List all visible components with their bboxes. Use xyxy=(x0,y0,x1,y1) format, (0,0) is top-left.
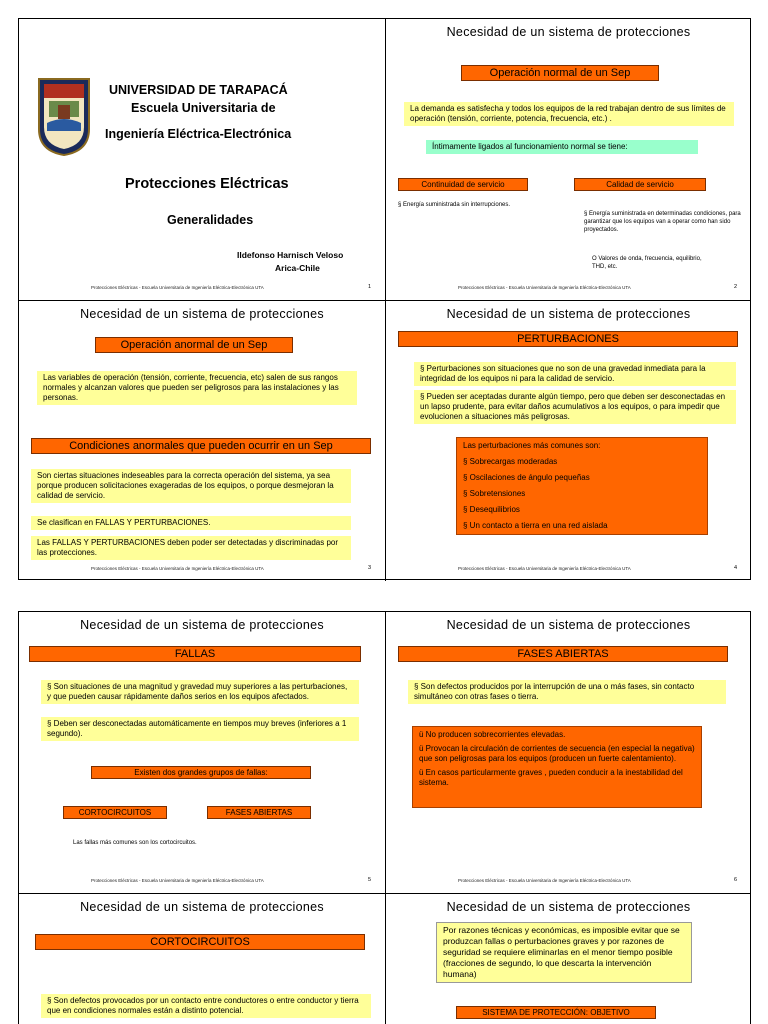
reasons-text: Por razones técnicas y económicas, es imposible evitar que se produzcan fallas o perturbaciones graves y por razones de seguridad se requiere eliminarlas en el menor tiempo posible (fracciones de segundo, lo que descarta la intervención humana) xyxy=(436,922,692,983)
list-item: § Sobretensiones xyxy=(463,489,526,498)
list-item: § Oscilaciones de ángulo pequeñas xyxy=(463,473,590,482)
perturbations-text-2: § Pueden ser aceptadas durante algún tiempo, pero que deben ser desconectadas en un lapso prudente, para evitar daños acumulativos a los equipos, o para impedir que evolucionen a situaciones más peligrosas. xyxy=(414,390,736,424)
list-item: § Un contacto a tierra en una red aislada xyxy=(463,521,608,530)
open-phases-text: § Son defectos producidos por la interrupción de una o más fases, sin contacto simultáneo con otras fases o tierra. xyxy=(408,680,726,704)
open-phases-label: FASES ABIERTAS xyxy=(207,806,311,819)
slide-footer: Protecciones Eléctricas - Escuela Universitaria de Ingeniería Eléctrica-Electrónica UTA xyxy=(458,878,631,883)
perturbations-list xyxy=(456,437,708,535)
course-subtitle: Generalidades xyxy=(167,213,254,227)
slide-number: 6 xyxy=(733,877,737,883)
slide-footer: Protecciones Eléctricas - Escuela Universitaria de Ingeniería Eléctrica-Electrónica UTA xyxy=(91,566,264,571)
short-circuits-label: CORTOCIRCUITOS xyxy=(63,806,167,819)
intro-text: La demanda es satisfecha y todos los equipos de la red trabajan dentro de sus límites de operación (tensión, corriente, potencia, frecuencia, etc.) . xyxy=(404,102,734,126)
slide-7 xyxy=(19,893,385,1024)
bullet-item: ü No producen sobrecorrientes elevadas. xyxy=(419,730,566,739)
section-header: FALLAS xyxy=(29,646,361,662)
section-header: PERTURBACIONES xyxy=(398,331,738,347)
detect-text: Las FALLAS Y PERTURBACIONES deben poder ser detectadas y discriminadas por las protecciones. xyxy=(31,536,351,560)
continuity-header: Continuidad de servicio xyxy=(398,178,528,191)
handout-page-1 xyxy=(18,18,751,580)
slide-title: Necesidad de un sistema de protecciones xyxy=(446,900,691,914)
conditions-header: Condiciones anormales que pueden ocurrir en un Sep xyxy=(31,438,371,454)
slide-footer: Protecciones Eléctricas - Escuela Universitaria de Ingeniería Eléctrica-Electrónica UTA xyxy=(458,566,631,571)
slide-number: 2 xyxy=(733,284,737,290)
faults-text-1: § Son situaciones de una magnitud y gravedad muy superiores a las perturbaciones, y que pueden causar rápidamente daños serios en los equipos afectados. xyxy=(41,680,359,704)
slide-5 xyxy=(19,612,385,893)
slide-1 xyxy=(19,19,385,300)
author-name: Ildefonso Harnisch Veloso xyxy=(237,250,344,260)
list-title: Las perturbaciones más comunes son: xyxy=(463,441,601,450)
slide-number: 1 xyxy=(367,284,371,290)
section-header: FASES ABIERTAS xyxy=(398,646,728,662)
slide-title: Necesidad de un sistema de protecciones xyxy=(446,25,691,39)
slide-footer: Protecciones Eléctricas - Escuela Universitaria de Ingeniería Eléctrica-Electrónica UTA xyxy=(91,285,264,290)
handout-page-2 xyxy=(18,611,751,1024)
section-header: CORTOCIRCUITOS xyxy=(35,934,365,950)
slide-4 xyxy=(385,300,751,581)
quality-header: Calidad de servicio xyxy=(574,178,706,191)
section-header: Operación normal de un Sep xyxy=(461,65,659,81)
quality-sub: O Valores de onda, frecuencia, equilibrio, THD, etc. xyxy=(592,256,702,270)
university-name: UNIVERSIDAD DE TARAPACÁ xyxy=(109,83,288,97)
bullet-item: ü Provocan la circulación de corrientes de secuencia (en especial la negativa) que son peligrosas para los equipos (producen un fuerte calentamiento). xyxy=(419,744,695,763)
short-circuits-text: § Son defectos provocados por un contacto entre conductores o entre conductor y tierra que en condiciones normales están a distinto potencial. xyxy=(41,994,371,1018)
linked-text: Íntimamente ligados al funcionamiento normal se tiene: xyxy=(426,140,698,154)
quality-text: § Energía suministrada en determinadas condiciones, para garantizar que los equipos van a operar como han sido proyectados. xyxy=(584,211,741,233)
slide-number: 5 xyxy=(367,877,371,883)
protection-objective-header: SISTEMA DE PROTECCIÓN: OBJETIVO xyxy=(456,1006,656,1019)
slide-title: Necesidad de un sistema de protecciones xyxy=(80,900,324,914)
slide-title: Necesidad de un sistema de protecciones xyxy=(80,307,324,321)
faults-text-2: § Deben ser desconectadas automáticamente en tiempos muy breves (inferiores a 1 segundo). xyxy=(41,717,359,741)
slide-3 xyxy=(19,300,385,581)
school-line-2: Ingeniería Eléctrica-Electrónica xyxy=(105,127,292,141)
slide-title: Necesidad de un sistema de protecciones xyxy=(446,307,691,321)
school-line-1: Escuela Universitaria de xyxy=(131,101,276,115)
faults-note: Las fallas más comunes son los cortocircuitos. xyxy=(73,840,197,846)
slide-2 xyxy=(385,19,751,300)
slide-footer: Protecciones Eléctricas - Escuela Universitaria de Ingeniería Eléctrica-Electrónica UTA xyxy=(458,285,631,290)
slide-6 xyxy=(385,612,751,893)
slide-title: Necesidad de un sistema de protecciones xyxy=(80,618,324,632)
abnormal-text: Las variables de operación (tensión, corriente, frecuencia, etc) salen de sus rangos normales y alcanzan valores que pueden ser peligrosos para las instalaciones y las personas. xyxy=(37,371,357,405)
slide-number: 4 xyxy=(733,565,737,571)
author-city: Arica-Chile xyxy=(275,263,320,273)
list-item: § Sobrecargas moderadas xyxy=(463,457,558,466)
slide-8 xyxy=(385,893,751,1024)
classify-text: Se clasifican en FALLAS Y PERTURBACIONES. xyxy=(31,516,351,530)
bullet-item: ü En casos particularmente graves , pueden conducir a la inestabilidad del sistema. xyxy=(419,768,683,787)
perturbations-text-1: § Perturbaciones son situaciones que no son de una gravedad inmediata para la integridad de los equipos ni para la calidad de servicio. xyxy=(414,362,736,386)
continuity-text: § Energía suministrada sin interrupciones. xyxy=(398,202,511,208)
conditions-text: Son ciertas situaciones indeseables para la correcta operación del sistema, ya sea porque producen solicitaciones exageradas de los equipos, o porque desmejoran la calidad de servicio. xyxy=(31,469,351,503)
slide-title: Necesidad de un sistema de protecciones xyxy=(446,618,691,632)
list-item: § Desequilibrios xyxy=(463,505,520,514)
open-phases-bullets xyxy=(412,726,702,808)
course-title: Protecciones Eléctricas xyxy=(125,176,289,192)
groups-header: Existen dos grandes grupos de fallas: xyxy=(91,766,311,779)
university-crest-icon xyxy=(37,77,91,157)
section-header: Operación anormal de un Sep xyxy=(95,337,293,353)
slide-number: 3 xyxy=(367,565,371,571)
slide-footer: Protecciones Eléctricas - Escuela Universitaria de Ingeniería Eléctrica-Electrónica UTA xyxy=(91,878,264,883)
